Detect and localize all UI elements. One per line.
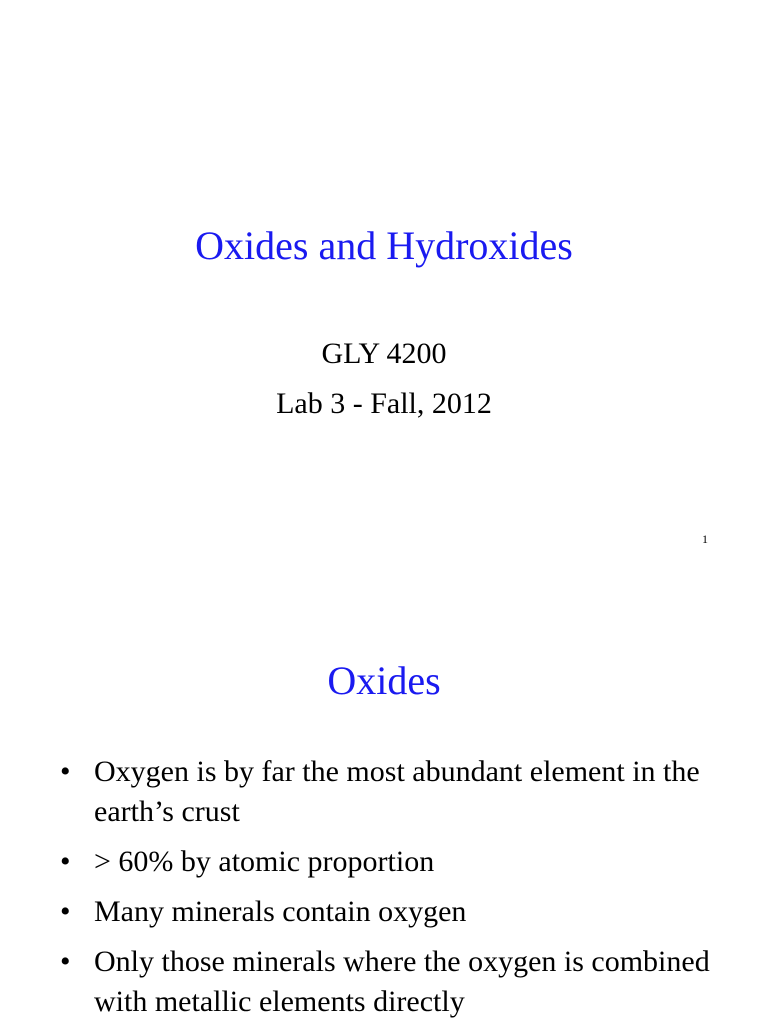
bullet-item: [60, 752, 760, 832]
bullet-icon: •: [60, 755, 71, 788]
bullet-icon: •: [60, 845, 71, 878]
bullet-item: [60, 892, 760, 932]
bullet-text: > 60% by atomic proportion: [94, 845, 435, 878]
bullet-list: [60, 752, 760, 1032]
bullet-item: [60, 942, 760, 1022]
bullet-text: Many minerals contain oxygen: [94, 895, 467, 928]
bullet-icon: •: [60, 945, 71, 978]
bullet-text: Oxygen is by far the most abundant element in the earth’s crust: [94, 755, 700, 828]
slide-2: [0, 576, 768, 1024]
slide-1-title: Oxides and Hydroxides: [195, 223, 573, 268]
bullet-text: Only those minerals where the oxygen is combined with metallic elements directly: [94, 945, 710, 1018]
bullet-item: [60, 842, 760, 882]
lab-term: Lab 3 - Fall, 2012: [276, 387, 492, 420]
course-code: GLY 4200: [321, 337, 447, 370]
bullet-icon: •: [60, 895, 71, 928]
slide-2-title: Oxides: [327, 658, 441, 703]
page-number: 1: [702, 532, 708, 546]
